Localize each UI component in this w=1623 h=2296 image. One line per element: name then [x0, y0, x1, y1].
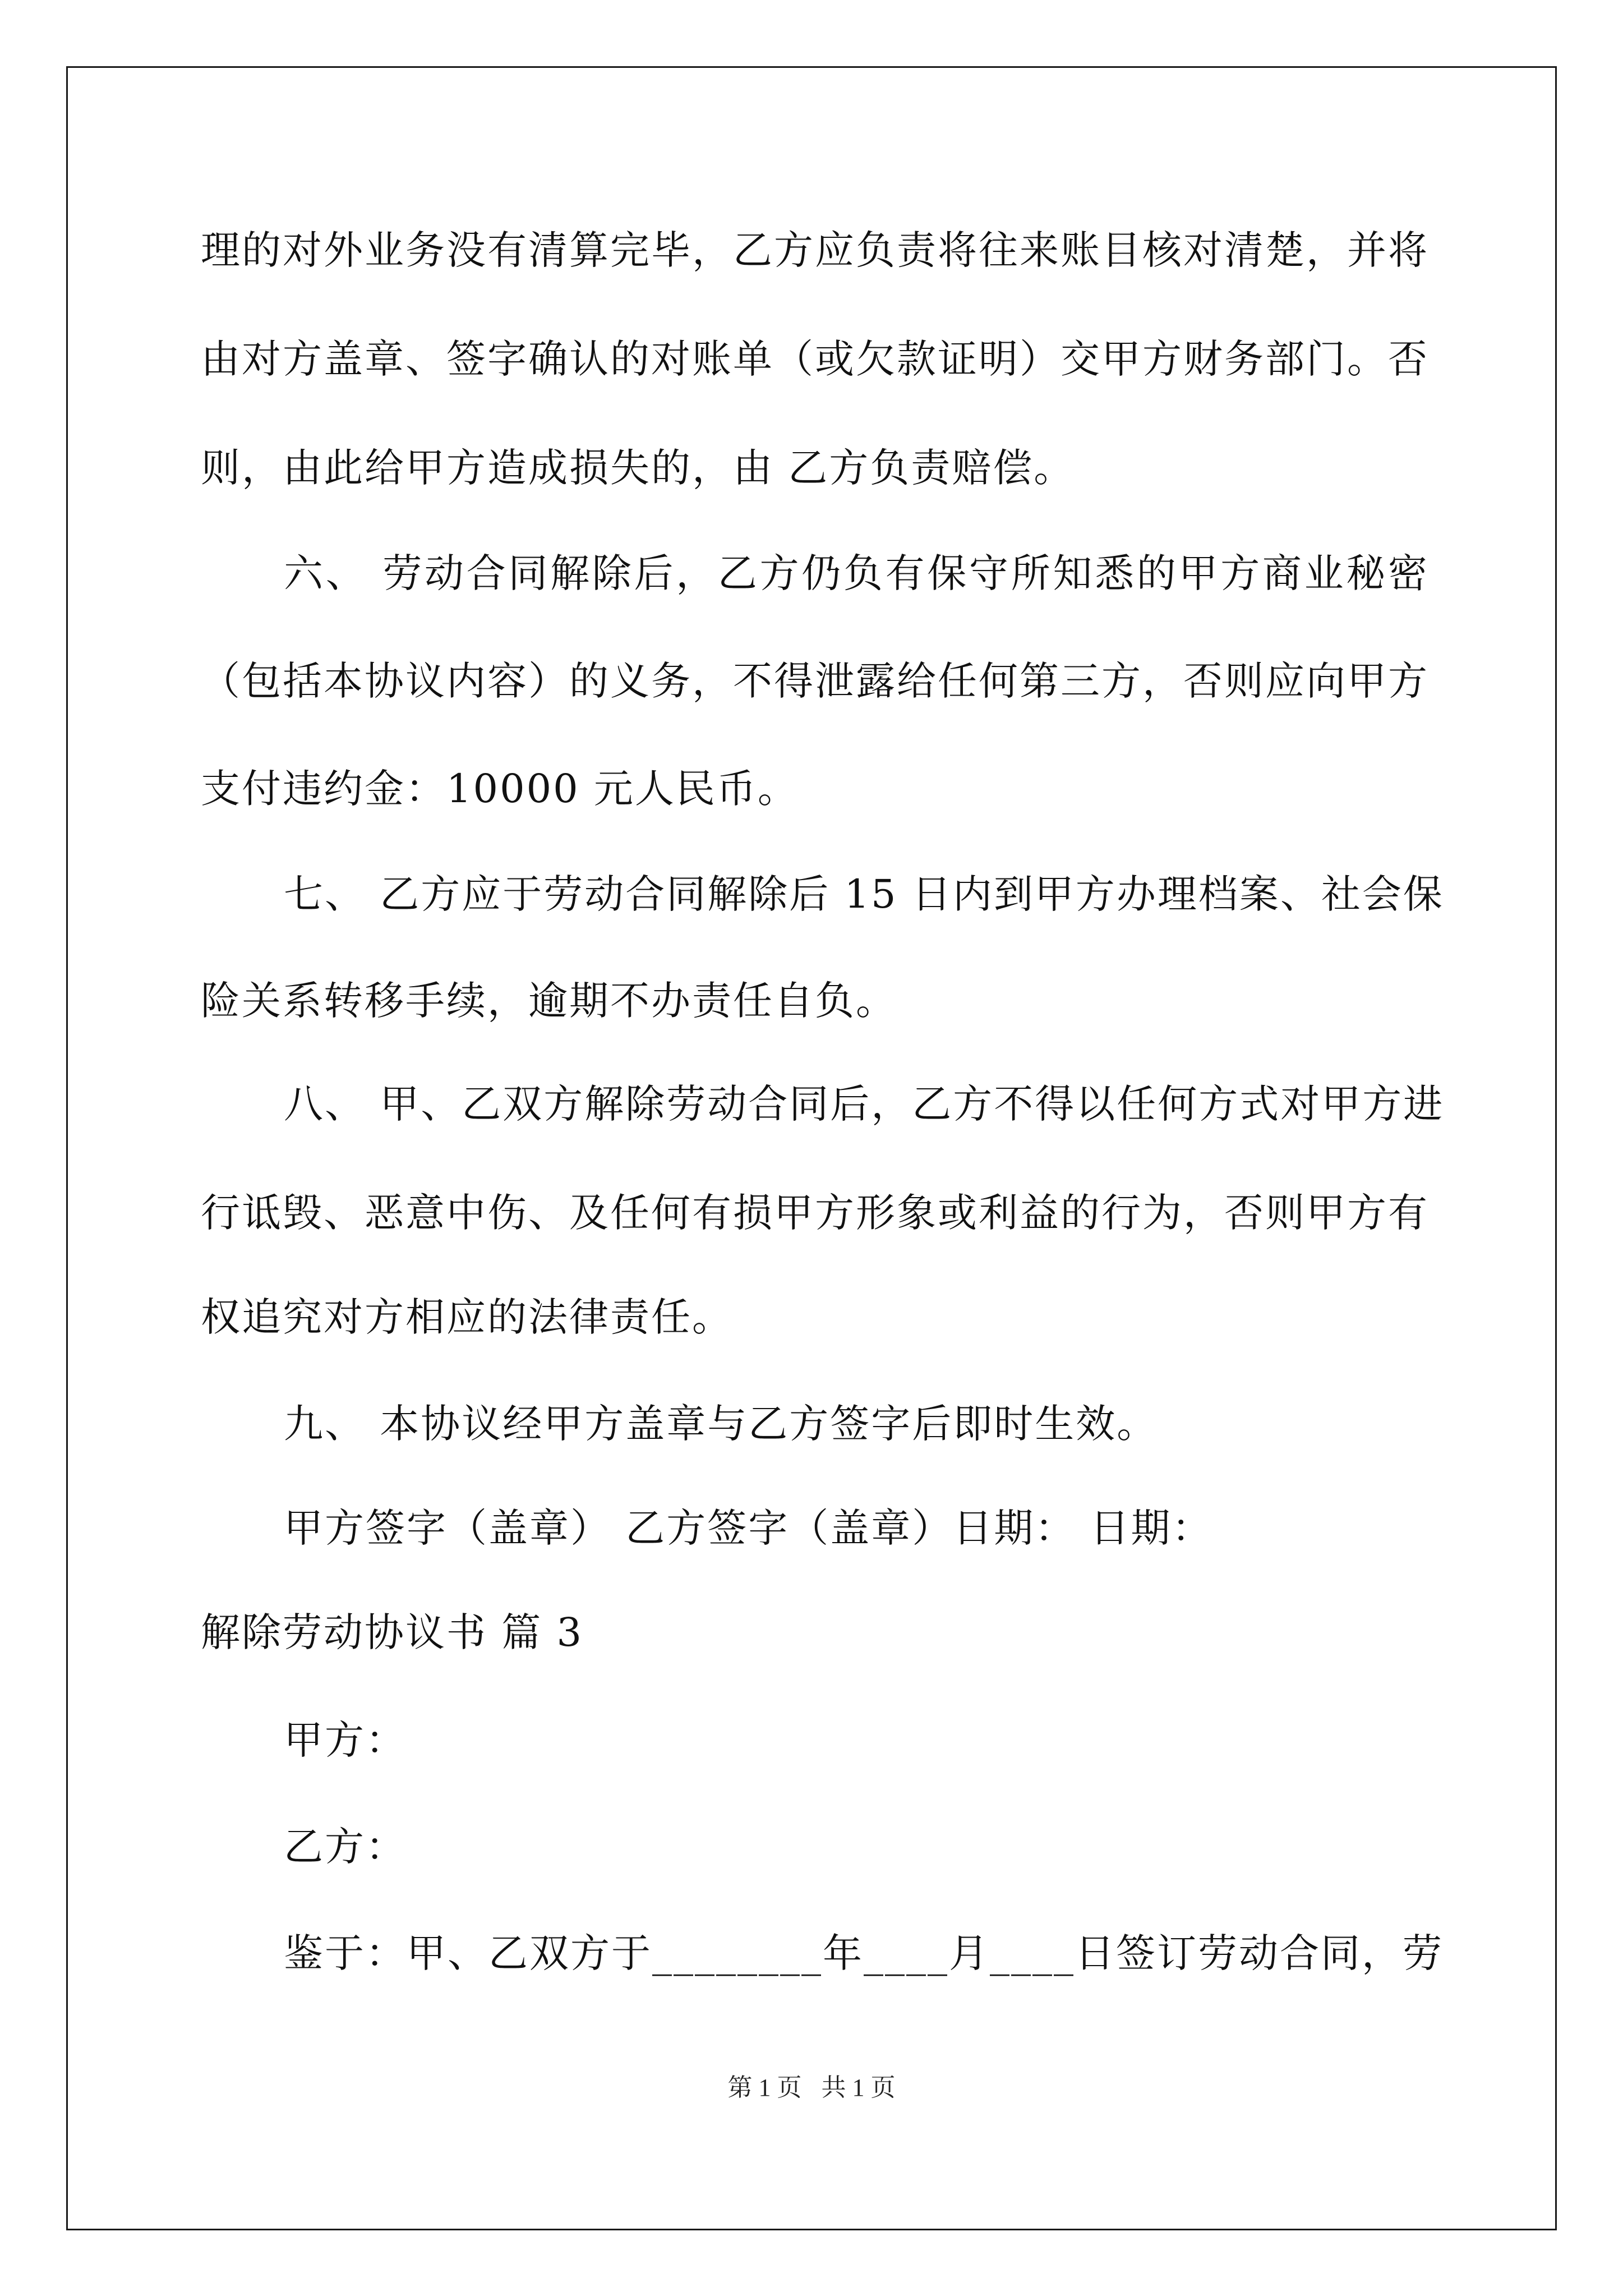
paragraph-5-line-3: 则，由此给甲方造成损失的，由 乙方负责赔偿。 — [201, 445, 1075, 491]
clause-8-line-3: 权追究对方相应的法律责任。 — [201, 1294, 733, 1340]
clause-7-line-2: 险关系转移手续，逾期不办责任自负。 — [201, 978, 897, 1024]
clause-8-line-1: 八、 甲、乙双方解除劳动合同后，乙方不得以任何方式对甲方进 — [284, 1081, 1445, 1127]
section-heading: 解除劳动协议书 篇 3 — [201, 1609, 584, 1655]
clause-6-line-3: 支付违约金：10000 元人民币。 — [201, 766, 799, 812]
page-border — [66, 66, 1557, 2230]
clause-9-line: 九、 本协议经甲方盖章与乙方签字后即时生效。 — [284, 1401, 1158, 1447]
paragraph-5-line-1: 理的对外业务没有清算完毕，乙方应负责将往来账目核对清楚，并将 — [201, 227, 1429, 273]
paragraph-5-line-2: 由对方盖章、签字确认的对账单（或欠款证明）交甲方财务部门。否 — [201, 336, 1429, 382]
page-total: 共 1 页 — [821, 2074, 896, 2101]
clause-7-line-1: 七、 乙方应于劳动合同解除后 15 日内到甲方办理档案、社会保 — [284, 871, 1444, 917]
party-b-label: 乙方： — [284, 1824, 407, 1870]
clause-6-line-2: （包括本协议内容）的义务，不得泄露给任何第三方，否则应向甲方 — [201, 658, 1429, 704]
clause-6-line-1: 六、 劳动合同解除后，乙方仍负有保守所知悉的甲方商业秘密 — [284, 550, 1429, 596]
whereas-line: 鉴于：甲、乙双方于________年____月____日签订劳动合同，劳 — [284, 1930, 1444, 1976]
clause-8-line-2: 行诋毁、恶意中伤、及任何有损甲方形象或利益的行为，否则甲方有 — [201, 1190, 1429, 1236]
page-footer — [0, 2071, 1623, 2105]
page-number: 第 1 页 — [727, 2074, 802, 2101]
signature-line: 甲方签字（盖章） 乙方签字（盖章）日期： 日期： — [284, 1505, 1213, 1551]
party-a-label: 甲方： — [284, 1717, 407, 1763]
